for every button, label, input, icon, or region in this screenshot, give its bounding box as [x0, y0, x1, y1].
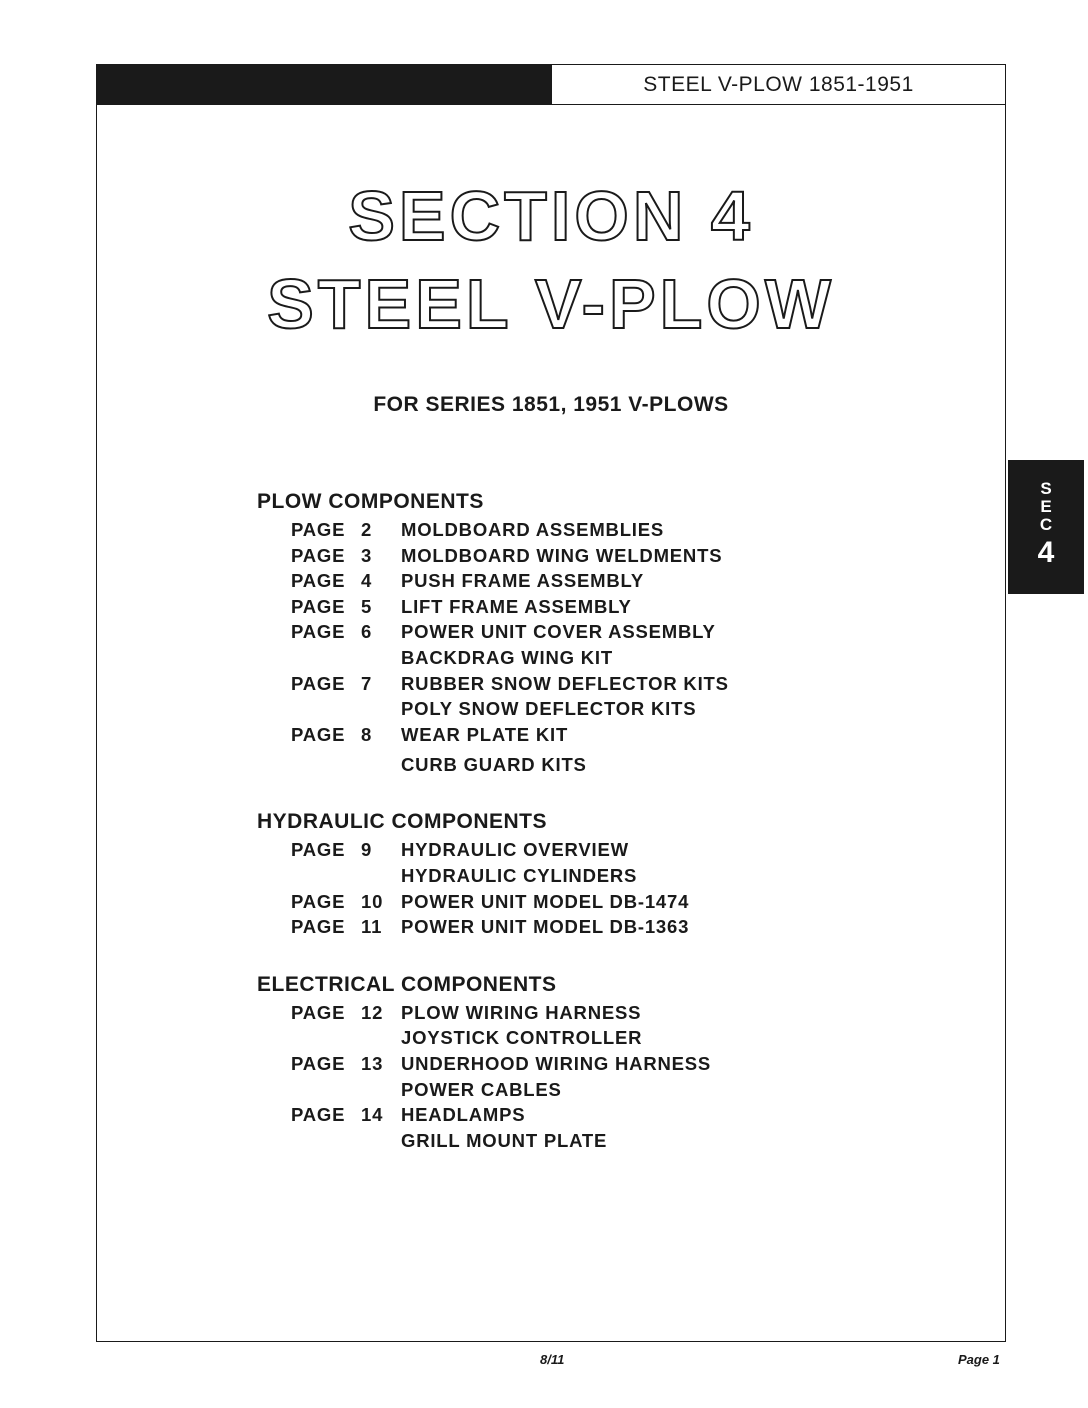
- section-tab: [1008, 460, 1084, 594]
- toc-row: PAGE 12 PLOW WIRING HARNESS: [291, 1001, 642, 1023]
- toc-row: GRILL MOUNT PLATE: [401, 1129, 608, 1151]
- toc-row: PAGE 5 LIFT FRAME ASSEMBLY: [291, 595, 632, 617]
- toc-heading-hydraulic: HYDRAULIC COMPONENTS: [257, 810, 548, 834]
- toc-row: PAGE 7 RUBBER SNOW DEFLECTOR KITS: [291, 672, 729, 694]
- toc-row: PAGE 13 UNDERHOOD WIRING HARNESS: [291, 1052, 712, 1074]
- toc-row: BACKDRAG WING KIT: [401, 646, 613, 668]
- toc-row: PAGE 11 POWER UNIT MODEL DB-1363: [291, 916, 690, 938]
- footer-date: 8/11: [540, 1352, 565, 1367]
- toc-row: PAGE 6 POWER UNIT COVER ASSEMBLY: [291, 621, 716, 643]
- toc-row: PAGE 8 WEAR PLATE KIT: [291, 723, 569, 745]
- footer-page-number: Page 1: [958, 1352, 1000, 1367]
- section-title: SECTION 4: [348, 177, 754, 255]
- section-tab-letter: C: [1039, 515, 1053, 534]
- toc-row: PAGE 14 HEADLAMPS: [291, 1104, 526, 1126]
- toc-row: PAGE 2 MOLDBOARD ASSEMBLIES: [291, 519, 665, 540]
- toc-row: PAGE 10 POWER UNIT MODEL DB-1474: [291, 890, 690, 912]
- toc-row: PAGE 3 MOLDBOARD WING WELDMENTS: [291, 544, 723, 566]
- toc-row: JOYSTICK CONTROLLER: [401, 1027, 643, 1049]
- page-frame: [96, 64, 1006, 1342]
- toc-row: HYDRAULIC CYLINDERS: [401, 864, 638, 886]
- toc-heading-electrical: ELECTRICAL COMPONENTS: [257, 972, 557, 996]
- header-title: STEEL V-PLOW 1851-1951: [552, 65, 1005, 105]
- section-tab-letter: S: [1040, 479, 1052, 498]
- section-tab-letter: E: [1040, 497, 1052, 516]
- table-of-contents: [257, 487, 957, 1153]
- section-tab-number: 4: [1037, 536, 1055, 569]
- toc-row: POWER CABLES: [401, 1078, 562, 1100]
- toc-heading-plow: PLOW COMPONENTS: [257, 490, 484, 513]
- toc-row: PAGE 9 HYDRAULIC OVERVIEW: [291, 839, 629, 861]
- toc-row: CURB GUARD KITS: [401, 754, 587, 776]
- toc-row: PAGE 4 PUSH FRAME ASSEMBLY: [291, 570, 645, 592]
- section-subject-title: STEEL V-PLOW: [267, 265, 835, 343]
- toc-row: POLY SNOW DEFLECTOR KITS: [401, 698, 697, 720]
- series-subtitle: FOR SERIES 1851, 1951 V-PLOWS: [373, 393, 729, 416]
- header-black-bar: [97, 65, 552, 105]
